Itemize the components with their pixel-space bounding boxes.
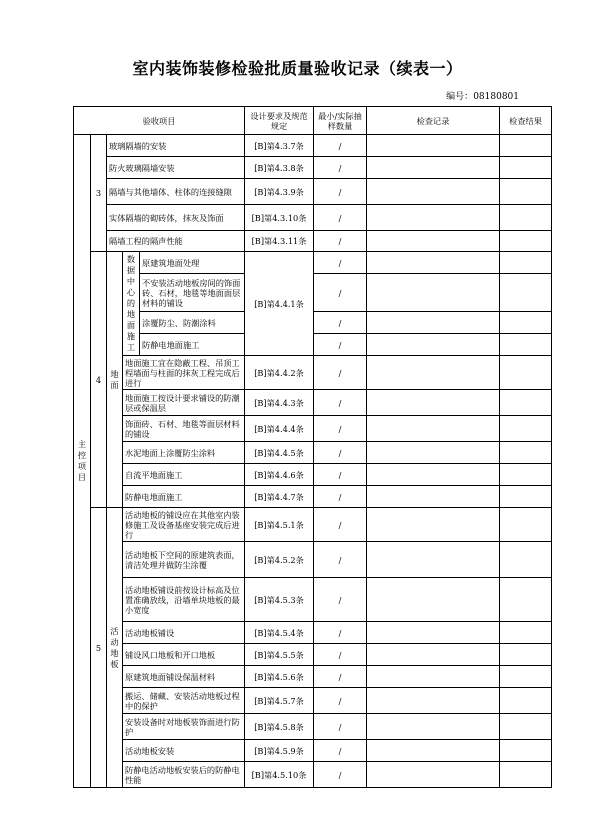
record-cell <box>367 356 500 390</box>
table-row <box>74 578 552 622</box>
sample-cell: / <box>314 390 367 416</box>
record-cell <box>367 312 500 334</box>
item-cell: 搬运、储藏、安装活动地板过程中的保护 <box>123 688 245 714</box>
record-cell <box>367 542 500 578</box>
result-cell <box>500 486 552 508</box>
record-cell <box>367 179 500 205</box>
header-record: 检查记录 <box>367 107 500 135</box>
item-cell: 隔墙工程的隔声性能 <box>107 231 245 252</box>
result-cell <box>500 356 552 390</box>
record-cell <box>367 416 500 442</box>
table-row <box>74 442 552 464</box>
main-control-label <box>74 135 91 788</box>
spec-cell: [B]第4.3.8条 <box>245 157 314 179</box>
spec-cell: [B]第4.5.4条 <box>245 622 314 644</box>
table-row <box>74 542 552 578</box>
result-cell <box>500 508 552 542</box>
result-cell <box>500 252 552 274</box>
result-cell <box>500 688 552 714</box>
sample-cell: / <box>314 486 367 508</box>
record-cell <box>367 688 500 714</box>
vertical-text: 地面 <box>110 368 119 390</box>
table-row <box>74 157 552 179</box>
sample-cell: / <box>314 688 367 714</box>
result-cell <box>500 740 552 762</box>
table-row <box>74 356 552 390</box>
item-cell: 隔墙与其他墙体、柱体的连接缝隙 <box>107 179 245 205</box>
item-cell: 地面施工按设计要求铺设的防潮层或保温层 <box>123 390 245 416</box>
record-cell <box>367 762 500 788</box>
vertical-text: 数据中心的地面施工 <box>126 254 136 352</box>
sample-cell: / <box>314 762 367 788</box>
sample-cell: / <box>314 740 367 762</box>
table-row <box>74 740 552 762</box>
result-cell <box>500 179 552 205</box>
item-cell: 不安装活动地板房间的饰面砖、石材，地毯等地面面层材料的铺设 <box>140 274 245 312</box>
result-cell <box>500 416 552 442</box>
record-cell <box>367 135 500 157</box>
table-row <box>74 390 552 416</box>
sample-cell: / <box>314 622 367 644</box>
result-cell <box>500 442 552 464</box>
table-row <box>74 622 552 644</box>
spec-cell: [B]第4.5.1条 <box>245 508 314 542</box>
sample-cell: / <box>314 508 367 542</box>
spec-cell: [B]第4.5.5条 <box>245 644 314 666</box>
item-cell: 防静电地面施工 <box>123 486 245 508</box>
sample-cell: / <box>314 578 367 622</box>
result-cell <box>500 644 552 666</box>
sample-cell: / <box>314 312 367 334</box>
result-cell <box>500 666 552 688</box>
result-cell <box>500 274 552 312</box>
sample-cell: / <box>314 157 367 179</box>
result-cell <box>500 205 552 231</box>
item-cell: 玻璃隔墙的安装 <box>107 135 245 157</box>
page-title: 室内装饰装修检验批质量验收记录（续表一） <box>132 59 463 78</box>
record-cell <box>367 205 500 231</box>
spec-cell: [B]第4.4.6条 <box>245 464 314 486</box>
item-cell: 防静电地面施工 <box>140 334 245 356</box>
item-cell: 原建筑地面铺设保温材料 <box>123 666 245 688</box>
item-cell: 安装设备时对地板装饰面进行防护 <box>123 714 245 740</box>
item-cell: 铺设风口地板和开口地板 <box>123 644 245 666</box>
group-number: 5 <box>91 508 107 788</box>
table-row <box>74 179 552 205</box>
spec-cell: [B]第4.3.7条 <box>245 135 314 157</box>
sample-cell: / <box>314 231 367 252</box>
item-cell: 自流平地面施工 <box>123 464 245 486</box>
spec-cell: [B]第4.3.9条 <box>245 179 314 205</box>
result-cell <box>500 622 552 644</box>
result-cell <box>500 578 552 622</box>
table-row <box>74 714 552 740</box>
item-cell: 活动地板的铺设应在其他室内装修施工及设备基座安装完成后进行 <box>123 508 245 542</box>
record-cell <box>367 334 500 356</box>
spec-cell: [B]第4.5.2条 <box>245 542 314 578</box>
sample-cell: / <box>314 205 367 231</box>
table-row <box>74 464 552 486</box>
sample-cell: / <box>314 135 367 157</box>
sample-cell: / <box>314 666 367 688</box>
result-cell <box>500 135 552 157</box>
spec-cell: [B]第4.4.2条 <box>245 356 314 390</box>
table-row <box>74 688 552 714</box>
result-cell <box>500 334 552 356</box>
table-row <box>74 486 552 508</box>
table-row <box>74 644 552 666</box>
record-cell <box>367 578 500 622</box>
spec-cell: [B]第4.5.7条 <box>245 688 314 714</box>
category-label <box>107 252 123 508</box>
group-number: 4 <box>91 252 107 508</box>
item-cell: 饰面砖、石材、地毯等面层材料的铺设 <box>123 416 245 442</box>
spec-cell: [B]第4.4.4条 <box>245 416 314 442</box>
group-number: 3 <box>91 135 107 252</box>
item-cell: 防火玻璃隔墙安装 <box>107 157 245 179</box>
table-row <box>74 666 552 688</box>
sample-cell: / <box>314 542 367 578</box>
item-cell: 活动地板铺设 <box>123 622 245 644</box>
item-cell: 活动地板安装 <box>123 740 245 762</box>
spec-cell: [B]第4.5.6条 <box>245 666 314 688</box>
sample-cell: / <box>314 644 367 666</box>
spec-cell: [B]第4.5.8条 <box>245 714 314 740</box>
record-cell <box>367 464 500 486</box>
item-cell: 防静电活动地板安装后的防静电性能 <box>123 762 245 788</box>
record-cell <box>367 442 500 464</box>
sample-cell: / <box>314 252 367 274</box>
spec-cell: [B]第4.4.1条 <box>245 252 314 356</box>
table-row <box>74 135 552 157</box>
header-row <box>74 107 552 135</box>
record-cell <box>367 644 500 666</box>
sample-cell: / <box>314 334 367 356</box>
table-row <box>74 508 552 542</box>
serial-label: 编号： <box>446 92 474 102</box>
result-cell <box>500 312 552 334</box>
category-label <box>107 508 123 788</box>
record-cell <box>367 157 500 179</box>
vertical-text: 活动地板 <box>110 625 119 669</box>
header-result: 检查结果 <box>500 107 552 135</box>
spec-cell: [B]第4.3.10条 <box>245 205 314 231</box>
table-row <box>74 416 552 442</box>
header-design: 设计要求及规范规定 <box>245 107 314 135</box>
record-cell <box>367 714 500 740</box>
item-cell: 实体隔墙的砌砖体，抹灰及饰面 <box>107 205 245 231</box>
item-cell: 涂覆防尘、防潮涂料 <box>140 312 245 334</box>
table-row <box>74 205 552 231</box>
result-cell <box>500 231 552 252</box>
spec-cell: [B]第4.5.9条 <box>245 740 314 762</box>
sample-cell: / <box>314 714 367 740</box>
result-cell <box>500 762 552 788</box>
item-cell: 地面施工宜在隐蔽工程、吊顶工程墙面与柱面的抹灰工程完成后进行 <box>123 356 245 390</box>
record-cell <box>367 231 500 252</box>
sample-cell: / <box>314 274 367 312</box>
sample-cell: / <box>314 356 367 390</box>
serial-number <box>446 89 519 102</box>
spec-cell: [B]第4.5.3条 <box>245 578 314 622</box>
result-cell <box>500 157 552 179</box>
item-cell: 活动地板下空间的原建筑表面，清洁处理并做防尘涂覆 <box>123 542 245 578</box>
record-cell <box>367 622 500 644</box>
table-row <box>74 252 552 274</box>
result-cell <box>500 714 552 740</box>
record-cell <box>367 252 500 274</box>
result-cell <box>500 390 552 416</box>
sample-cell: / <box>314 179 367 205</box>
header-item: 验收项目 <box>74 107 245 135</box>
record-cell <box>367 508 500 542</box>
spec-cell: [B]第4.4.7条 <box>245 486 314 508</box>
inspection-table <box>73 106 552 788</box>
record-cell <box>367 666 500 688</box>
header-sample: 最小/实际抽样数量 <box>314 107 367 135</box>
record-cell <box>367 390 500 416</box>
result-cell <box>500 464 552 486</box>
spec-cell: [B]第4.5.10条 <box>245 762 314 788</box>
table-row <box>74 231 552 252</box>
vertical-text: 主控项目 <box>77 439 87 482</box>
item-cell: 原建筑地面处理 <box>140 252 245 274</box>
table-row <box>74 762 552 788</box>
sub-category-label <box>123 252 140 356</box>
record-cell <box>367 740 500 762</box>
serial-value: 08180801 <box>473 92 519 102</box>
item-cell: 水泥地面上涂覆防尘涂料 <box>123 442 245 464</box>
item-cell: 活动地板铺设前按设计标高及位置准确放线，沿墙单块地板的最小宽度 <box>123 578 245 622</box>
record-cell <box>367 274 500 312</box>
sample-cell: / <box>314 464 367 486</box>
sample-cell: / <box>314 416 367 442</box>
spec-cell: [B]第4.4.3条 <box>245 390 314 416</box>
spec-cell: [B]第4.3.11条 <box>245 231 314 252</box>
sample-cell: / <box>314 442 367 464</box>
record-cell <box>367 486 500 508</box>
spec-cell: [B]第4.4.5条 <box>245 442 314 464</box>
result-cell <box>500 542 552 578</box>
